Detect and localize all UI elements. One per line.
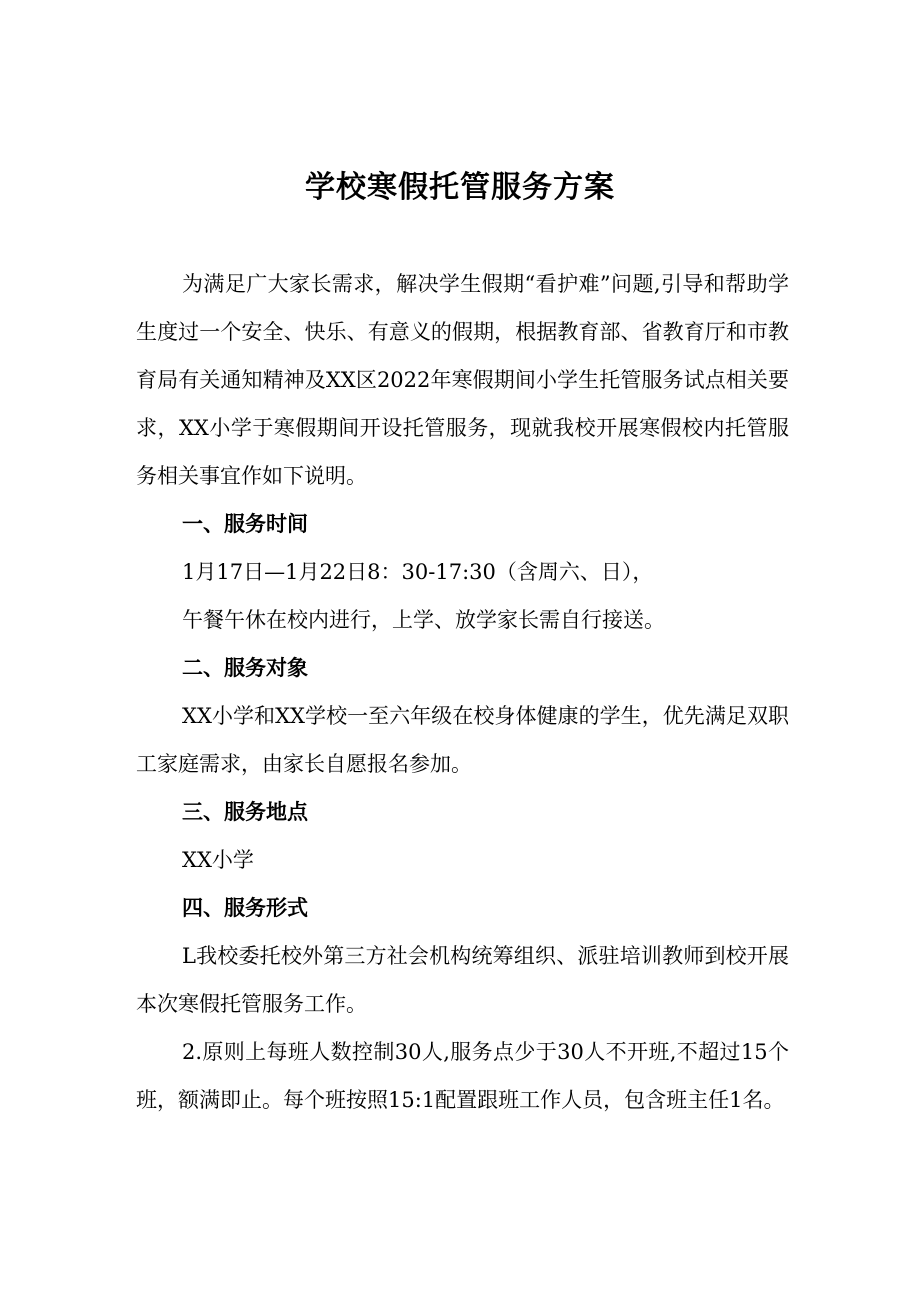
document-title: 学校寒假托管服务方案 [305,170,615,205]
section-heading: 三、服务地点 [182,800,308,824]
intro-paragraph: 为满足广大家长需求，解决学生假期“看护难”问题,引导和帮助学生度过一个安全、快乐、有意义的假期，根据教育部、省教育厅和市教育局有关通知精神及XX区2022年寒假期间小学生托管服务试点相关要求，XX小学于寒假期间开设托管服务，现就我校开展寒假校内托管服务相关事宜作如下说明。 [136,272,789,488]
service-form-item-2: 2.原则上每班人数控制30人,服务点少于30人不开班,不超过15个班，额满即止。每个班按照15:1配置跟班工作人员，包含班主任1名。 [136,1040,789,1112]
section-service-target [136,644,789,788]
section-heading: 二、服务对象 [182,656,308,680]
section-heading: 一、服务时间 [182,512,308,536]
service-target-paragraph: XX小学和XX学校一至六年级在校身体健康的学生，优先满足双职工家庭需求，由家长自愿报名参加。 [136,704,789,776]
section-service-time [136,500,789,644]
section-service-form [136,884,789,1124]
service-location-text: XX小学 [182,848,254,872]
service-time-dates: 1月17日—1月22日8：30-17:30（含周六、日）， [182,560,654,584]
service-time-note: 午餐午休在校内进行，上学、放学家长需自行接送。 [182,608,665,632]
section-service-location [136,788,789,884]
section-heading: 四、服务形式 [182,896,308,920]
document-body [136,260,789,1124]
service-form-item-1: L我校委托校外第三方社会机构统筹组织、派驻培训教师到校开展本次寒假托管服务工作。 [136,944,789,1016]
